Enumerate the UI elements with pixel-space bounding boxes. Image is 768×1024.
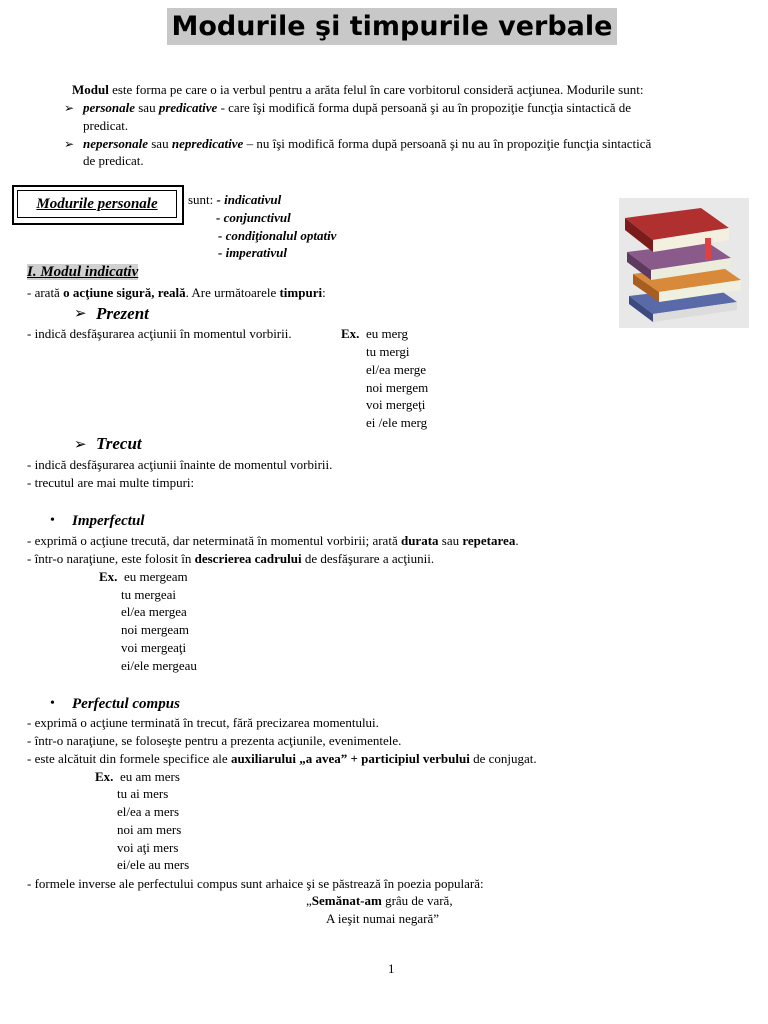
personal-moods-box <box>12 185 184 225</box>
text-fragment: sau <box>438 533 463 548</box>
perfect-desc: - exprimă o acţiune terminată în trecut, fără precizarea momentului. <box>27 715 379 730</box>
arrow-bullet-icon: ➢ <box>74 437 87 453</box>
text-fragment: de desfăşurare a acţiunii. <box>301 551 435 566</box>
page-number: 1 <box>388 961 395 976</box>
perfect-form: tu ai mers <box>117 786 169 801</box>
bullet-term: predicative <box>158 100 218 115</box>
bullet-conj: sau <box>135 100 159 115</box>
text-fragment: repetarea <box>462 533 516 548</box>
prezent-form: tu mergi <box>366 344 410 359</box>
bullet-term: nepredicative <box>171 136 244 151</box>
trecut-desc: - trecutul are mai multe timpuri: <box>27 475 195 490</box>
mood-conditional: - condiţionalul optativ <box>218 228 337 243</box>
perfect-form: ei/ele au mers <box>117 857 190 872</box>
prezent-form: noi mergem <box>366 380 429 395</box>
bullet-term: nepersonale <box>83 136 148 151</box>
personal-list-item <box>188 192 281 208</box>
personal-moods-label: Modurile personale <box>17 190 177 218</box>
imperfect-form: noi mergeam <box>121 622 189 637</box>
page-title: Modurile şi timpurile verbale <box>167 8 617 45</box>
perfect-form: voi aţi mers <box>117 840 179 855</box>
prezent-form: voi mergeţi <box>366 397 426 412</box>
mood-imperativ: - imperativul <box>218 245 287 260</box>
section-indicativ-heading: I. Modul indicativ <box>27 264 139 280</box>
intro-text: este forma pe care o ia verbul pentru a arăta felul în care vorbitorul consideră acţiunea. Modurile sunt: <box>108 82 644 97</box>
imperfect-form: ei/ele mergeau <box>121 658 197 673</box>
bullet-dot-icon: • <box>50 696 55 711</box>
prezent-form: el/ea merge <box>366 362 427 377</box>
bullet-nonpersonal <box>83 136 651 152</box>
bullet-text: - care îşi modifică forma după persoană şi au în propoziţie funcţia sintactică de <box>217 100 631 115</box>
trecut-heading: Trecut <box>96 434 142 453</box>
bullet-text: – nu îşi modifică forma după persoană şi nu au în propoziţie funcţia sintactică <box>243 136 652 151</box>
text-fragment: - într-o naraţiune, este folosit în <box>27 551 195 566</box>
prezent-desc: - indică desfăşurarea acţiunii în momentul vorbirii. <box>27 326 292 341</box>
poem-line <box>306 893 453 909</box>
bullet-term: personale <box>83 100 135 115</box>
perfect-form: el/ea a mers <box>117 804 180 819</box>
text-fragment: - exprimă o acţiune trecută, dar neterminată în momentul vorbirii; arată <box>27 533 401 548</box>
mood-conjunctiv: - conjunctivul <box>216 210 291 225</box>
imperfect-form: tu mergeai <box>121 587 176 602</box>
text-fragment: descrierea cadrului <box>194 551 302 566</box>
bullet-personal-cont: predicat. <box>83 118 129 133</box>
prezent-ex-label: Ex. <box>341 326 360 341</box>
perfect-desc: - într-o naraţiune, se foloseşte pentru a prezenta acţiunile, evenimentele. <box>27 733 402 748</box>
imperfect-heading: Imperfectul <box>72 513 145 529</box>
section-indicativ-desc <box>27 285 326 301</box>
text-fragment: „ <box>306 893 312 908</box>
text-fragment: - arată <box>27 285 64 300</box>
perfect-desc <box>27 751 537 767</box>
perfect-desc: - formele inverse ale perfectului compus sunt arhaice şi se păstrează în poezia populară: <box>27 876 484 891</box>
personal-list-lead: sunt: <box>188 192 217 207</box>
text-fragment: de conjugat. <box>469 751 537 766</box>
text-fragment: . <box>515 533 519 548</box>
imperfect-form: voi mergeaţi <box>121 640 187 655</box>
perfect-ex-label: Ex. <box>95 769 114 784</box>
perfect-heading: Perfectul compus <box>72 696 180 712</box>
imperfect-form: eu mergeam <box>124 569 188 584</box>
trecut-desc: - indică desfăşurarea acţiunii înainte de momentul vorbirii. <box>27 457 333 472</box>
text-fragment: durata <box>400 533 439 548</box>
bullet-conj: sau <box>148 136 172 151</box>
text-fragment: o acţiune sigură, reală <box>63 285 186 300</box>
prezent-form: ei /ele merg <box>366 415 428 430</box>
text-fragment: timpuri <box>279 285 323 300</box>
mood-indicativ: - indicativul <box>216 192 282 207</box>
bullet-dot-icon: • <box>50 513 55 528</box>
poem-line: A ieşit numai negară” <box>326 911 439 926</box>
text-fragment: auxiliarului „a avea” + participiul verbului <box>230 751 470 766</box>
imperfect-form: el/ea mergea <box>121 604 187 619</box>
prezent-heading: Prezent <box>96 304 149 323</box>
intro-term: Modul <box>72 82 109 97</box>
arrow-bullet-icon: ➢ <box>64 137 75 151</box>
text-fragment: grâu de vară, <box>381 893 453 908</box>
text-fragment: - este alcătuit din formele specifice ale <box>27 751 231 766</box>
arrow-bullet-icon: ➢ <box>64 101 75 115</box>
intro-paragraph <box>72 82 643 98</box>
prezent-form: eu merg <box>366 326 408 341</box>
bullet-nonpersonal-cont: de predicat. <box>83 153 144 168</box>
imperfect-desc <box>27 533 519 549</box>
text-fragment: . Are următoarele <box>185 285 280 300</box>
books-stack-icon <box>619 198 749 328</box>
arrow-bullet-icon: ➢ <box>74 306 87 322</box>
perfect-form: eu am mers <box>120 769 180 784</box>
text-fragment: Semănat-am <box>311 893 382 908</box>
imperfect-ex-label: Ex. <box>99 569 118 584</box>
perfect-form: noi am mers <box>117 822 182 837</box>
imperfect-desc <box>27 551 434 567</box>
text-fragment: : <box>322 285 326 300</box>
bullet-personal <box>83 100 631 116</box>
